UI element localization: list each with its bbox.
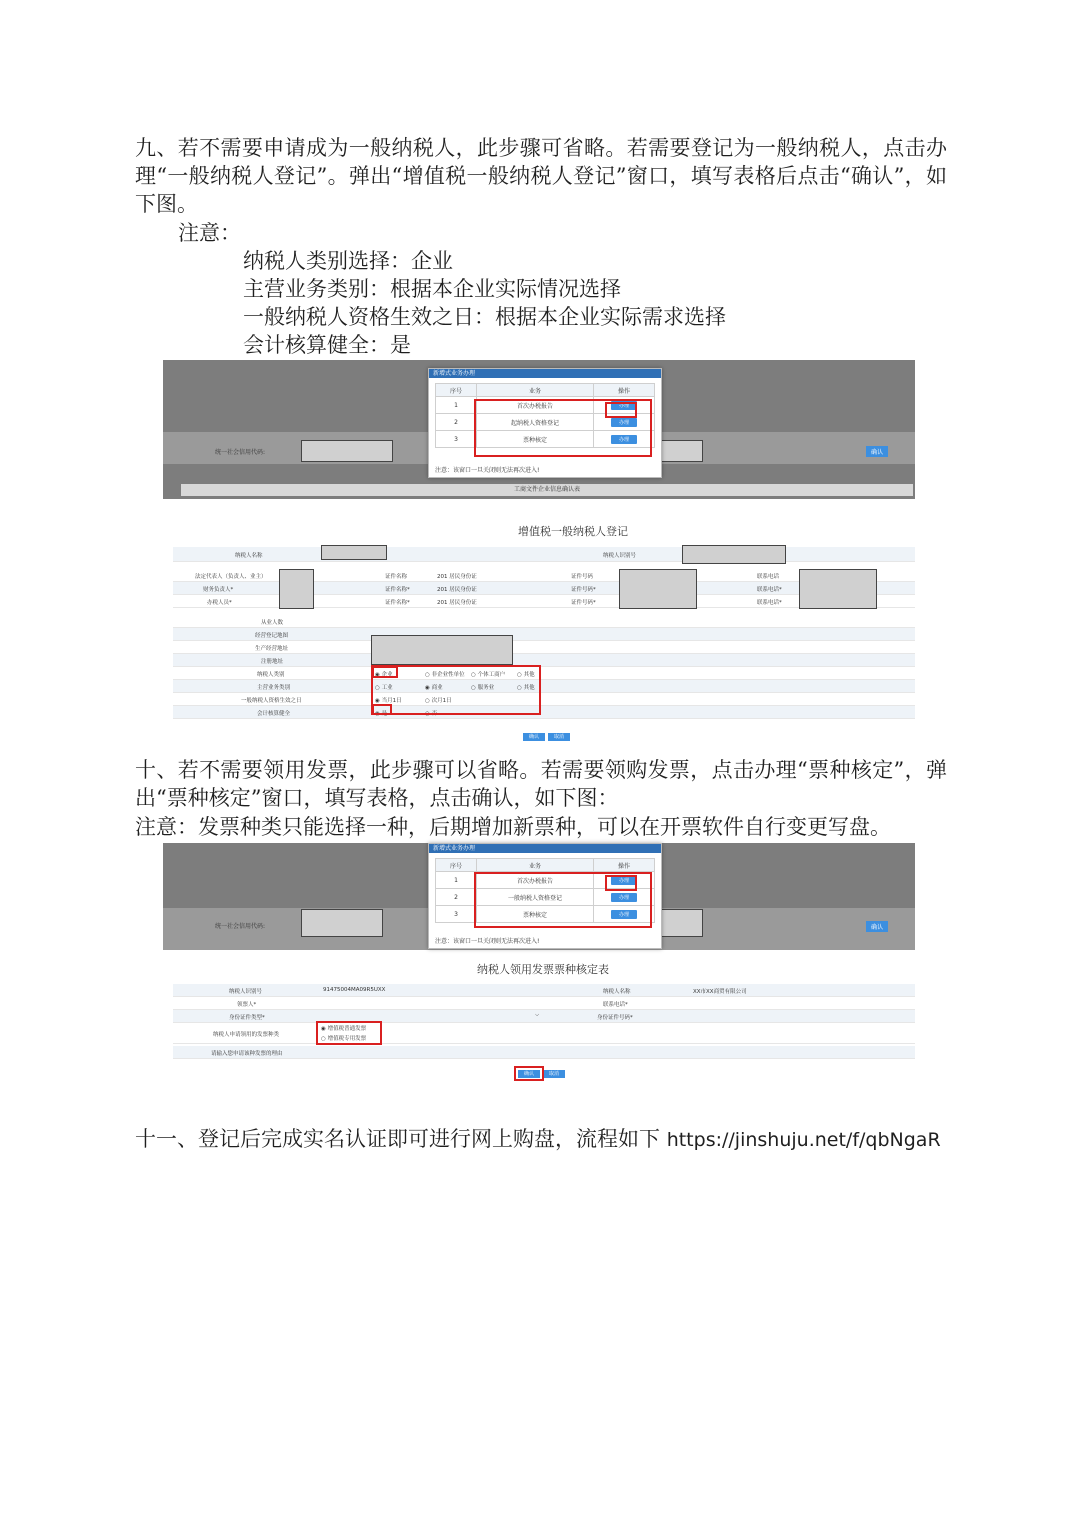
radio-industry[interactable]: ○ 工业 — [375, 685, 393, 691]
row-business: 首次办税报告 — [477, 872, 594, 889]
note-accounting: 会计核算健全：是 — [243, 333, 411, 357]
section11-line — [135, 1125, 941, 1154]
field-label: 纳税人类别 — [257, 672, 285, 678]
form-row-invoice-type — [173, 1023, 915, 1044]
radio-other[interactable]: ○ 其他 — [517, 672, 535, 678]
figure3-highlight-button — [605, 875, 637, 891]
figure3-redacted-left — [301, 909, 383, 937]
handle-button[interactable]: 办理 — [611, 401, 637, 410]
form-row-id — [173, 1010, 915, 1023]
radio-label: 非企业性单位 — [431, 672, 465, 678]
radio-label: 其他 — [523, 685, 535, 691]
taxpayer-id-label: 纳税人识别号 — [603, 553, 637, 559]
handle-button[interactable]: 办理 — [611, 893, 637, 902]
header-no: 序号 — [436, 859, 477, 872]
taxpayer-id-value: 91475004MA09R5UXX — [323, 987, 386, 993]
form-row-name — [173, 547, 915, 562]
handle-button[interactable]: 办理 — [611, 910, 637, 919]
header-business: 业务 — [477, 859, 594, 872]
section11-text: 十一、登记后完成实名认证即可进行网上购盘，流程如下 — [135, 1127, 660, 1151]
row-business: 票种核定 — [477, 906, 594, 923]
tax-officer-label: 办税人员* — [207, 600, 232, 606]
cert-name-label: 证件名称* — [385, 587, 410, 593]
radio-label: 服务业 — [477, 685, 495, 691]
buyer-label: 领票人* — [237, 1002, 257, 1008]
radio-next-month[interactable]: ○ 次月1日 — [425, 698, 452, 704]
form-row-reason — [173, 1046, 915, 1059]
figure3-screenshot — [163, 843, 915, 950]
radio-service[interactable]: ○ 服务业 — [471, 685, 495, 691]
figure1-redacted-right — [661, 440, 703, 462]
form-row-buyer — [173, 997, 915, 1010]
radio-label: 工业 — [381, 685, 393, 691]
row-no: 3 — [436, 431, 477, 448]
taxpayer-id-label: 纳税人识别号 — [229, 989, 263, 995]
row-business: 起纳税人资格登记 — [477, 414, 594, 431]
figure4-highlight-invoice — [316, 1021, 382, 1045]
figure1-highlight-button — [605, 402, 637, 418]
radio-individual[interactable]: ○ 个体工商户 — [471, 672, 506, 678]
note-taxpayer-type: 纳税人类别选择：企业 — [243, 249, 453, 273]
radio-label: 次月1日 — [431, 698, 452, 704]
form-row-effective-date — [173, 693, 915, 706]
radio-label: 增值税专用发票 — [327, 1036, 367, 1042]
cert-name-value: 201 居民身份证 — [437, 574, 477, 580]
radio-non-enterprise[interactable]: ○ 非企业性单位 — [425, 672, 465, 678]
handle-button[interactable]: 办理 — [611, 418, 637, 427]
legal-rep-label: 法定代表人（负责人、业主） — [195, 574, 267, 580]
field-label: 会计核算健全 — [257, 711, 291, 717]
section11-link[interactable]: https://jinshuju.net/f/qbNgaR — [666, 1129, 941, 1151]
form-row-taxpayer-type — [173, 667, 915, 680]
form-row-taxpayer — [173, 984, 915, 997]
figure2-highlight-yes — [372, 704, 392, 715]
radio-accounting-yes[interactable]: ◉ 是 — [375, 711, 388, 717]
contact-label: 联系电话 — [757, 574, 780, 580]
header-action: 操作 — [594, 384, 655, 397]
field-label: 经营登记地图 — [255, 633, 289, 639]
cert-name-value[interactable]: 201 居民身份证 — [437, 600, 477, 606]
figure1-screenshot — [163, 360, 915, 499]
figure3-left-label: 统一社会信用代码: — [215, 923, 266, 930]
form-row-registered-address — [173, 654, 915, 667]
finance-head-label: 财务负责人* — [203, 587, 234, 593]
radio-label: 其他 — [523, 672, 535, 678]
row-business: 首次办税报告 — [477, 397, 594, 414]
figure1-modal-title: 新增式业务办理 — [429, 369, 661, 378]
radio-other-business[interactable]: ○ 其他 — [517, 685, 535, 691]
figure2-cancel-button[interactable]: 取消 — [548, 733, 570, 741]
invoice-type-label: 纳税人申请领用的发票种类 — [213, 1032, 280, 1038]
figure1-modal — [428, 368, 662, 478]
radio-accounting-no[interactable]: ○ 否 — [425, 711, 438, 717]
row-business: 票种核定 — [477, 431, 594, 448]
note-effective-date: 一般纳税人资格生效之日：根据本企业实际需求选择 — [243, 305, 726, 329]
figure2-title: 增值税一般纳税人登记 — [518, 525, 628, 538]
form-row-map — [173, 628, 915, 641]
figure3-confirm-button[interactable]: 确认 — [866, 921, 888, 932]
redacted-contact — [799, 569, 877, 609]
redacted-taxpayer-name — [321, 545, 387, 560]
figure3-modal — [428, 843, 662, 949]
note-business-type: 主营业务类别：根据本企业实际情况选择 — [243, 277, 621, 301]
radio-label: 增值税普通发票 — [327, 1026, 367, 1032]
cert-number-label: 证件号码 — [571, 574, 594, 580]
section10-note: 注意：发票种类只能选择一种，后期增加新票种，可以在开票软件自行变更写盘。 — [135, 815, 891, 839]
row-no: 2 — [436, 414, 477, 431]
figure3-modal-title: 新增式业务办理 — [429, 844, 661, 853]
figure3-modal-note: 注意：该窗口一旦关闭则无法再次进入! — [435, 938, 540, 945]
reason-label: 请输入您申请该种发票的理由 — [211, 1051, 283, 1057]
radio-enterprise[interactable]: ◉ 企业 — [375, 672, 393, 678]
contact-label: 联系电话* — [757, 587, 782, 593]
redacted-taxpayer-id — [682, 545, 786, 564]
radio-label: 是 — [381, 711, 388, 717]
cert-name-value[interactable]: 201 居民身份证 — [437, 587, 477, 593]
field-label: 主营业务类别 — [257, 685, 291, 691]
cert-number-label: 证件号码* — [571, 587, 596, 593]
contact-label: 联系电话* — [603, 1002, 628, 1008]
header-action: 操作 — [594, 859, 655, 872]
header-business: 业务 — [477, 384, 594, 397]
handle-button[interactable]: 办理 — [611, 435, 637, 444]
id-number-label: 身份证件号码* — [597, 1015, 633, 1021]
radio-label: 当月1日 — [381, 698, 402, 704]
figure2-confirm-button[interactable]: 确认 — [523, 733, 545, 741]
cert-name-label: 证件名称* — [385, 600, 410, 606]
radio-label: 企业 — [381, 672, 393, 678]
cert-number-label: 证件号码* — [571, 600, 596, 606]
form-row-employees — [173, 615, 915, 628]
figure4-form — [173, 955, 915, 1085]
row-business: 一般纳税人资格登记 — [477, 889, 594, 906]
figure2-highlight-enterprise — [372, 666, 398, 678]
redacted-cert-number — [619, 569, 697, 609]
redacted-address — [371, 635, 513, 665]
figure1-confirm-button[interactable]: 确认 — [866, 446, 888, 457]
cert-name-label: 证件名称 — [385, 574, 408, 580]
row-no: 1 — [436, 397, 477, 414]
section9-note-label: 注意： — [178, 221, 241, 245]
id-type-label: 身份证件类型* — [229, 1015, 265, 1021]
section9-paragraph: 九、若不需要申请成为一般纳税人，此步骤可省略。若需要登记为一般纳税人，点击办理“一般纳税人登记”。弹出“增值税一般纳税人登记”窗口，填写表格后点击“确认”，如下图。 — [135, 136, 947, 216]
row-no: 2 — [436, 889, 477, 906]
handle-button[interactable]: 办理 — [611, 876, 637, 885]
field-label: 注册地址 — [261, 659, 284, 665]
form-row-business-address — [173, 641, 915, 654]
radio-label: 商业 — [431, 685, 443, 691]
redacted-person — [279, 569, 314, 609]
form-row-accounting — [173, 706, 915, 719]
radio-label: 否 — [431, 711, 438, 717]
figure3-redacted-right — [661, 909, 703, 937]
figure1-redacted-left — [301, 440, 393, 462]
field-label: 生产经营地址 — [255, 646, 289, 652]
taxpayer-name-label: 纳税人名称 — [603, 989, 631, 995]
row-no: 3 — [436, 906, 477, 923]
contact-label: 联系电话* — [757, 600, 782, 606]
row-no: 1 — [436, 872, 477, 889]
figure1-bottom-bar: 工商文件企业信息确认表 — [181, 484, 913, 496]
figure2-form — [173, 517, 915, 745]
figure4-highlight-confirm — [514, 1066, 544, 1081]
figure4-cancel-button[interactable]: 取消 — [543, 1070, 565, 1078]
radio-this-month[interactable]: ◉ 当月1日 — [375, 698, 402, 704]
radio-general-invoice[interactable]: ◉ 增值税普通发票 — [321, 1026, 367, 1032]
taxpayer-name-label: 纳税人名称 — [235, 553, 263, 559]
figure4-confirm-button[interactable]: 确认 — [518, 1070, 540, 1078]
field-label: 一般纳税人资格生效之日 — [241, 698, 302, 704]
figure4-title: 纳税人领用发票票种核定表 — [477, 963, 609, 976]
chevron-down-icon[interactable]: ⌵ — [535, 1012, 540, 1018]
figure1-modal-note: 注意：该窗口一旦关闭则无法再次进入! — [435, 467, 540, 474]
radio-commerce[interactable]: ◉ 商业 — [425, 685, 443, 691]
radio-special-invoice[interactable]: ○ 增值税专用发票 — [321, 1036, 367, 1042]
section10-paragraph: 十、若不需要领用发票，此步骤可以省略。若需要领购发票，点击办理“票种核定”，弹出“票种核定”窗口，填写表格，点击确认，如下图： — [135, 758, 947, 810]
radio-label: 个体工商户 — [477, 672, 506, 678]
form-row-business-type — [173, 680, 915, 693]
taxpayer-name-value: XX市XX商贸有限公司 — [693, 989, 747, 995]
header-no: 序号 — [436, 384, 477, 397]
field-label: 从业人数 — [261, 620, 284, 626]
figure1-left-label: 统一社会信用代码: — [215, 449, 266, 456]
